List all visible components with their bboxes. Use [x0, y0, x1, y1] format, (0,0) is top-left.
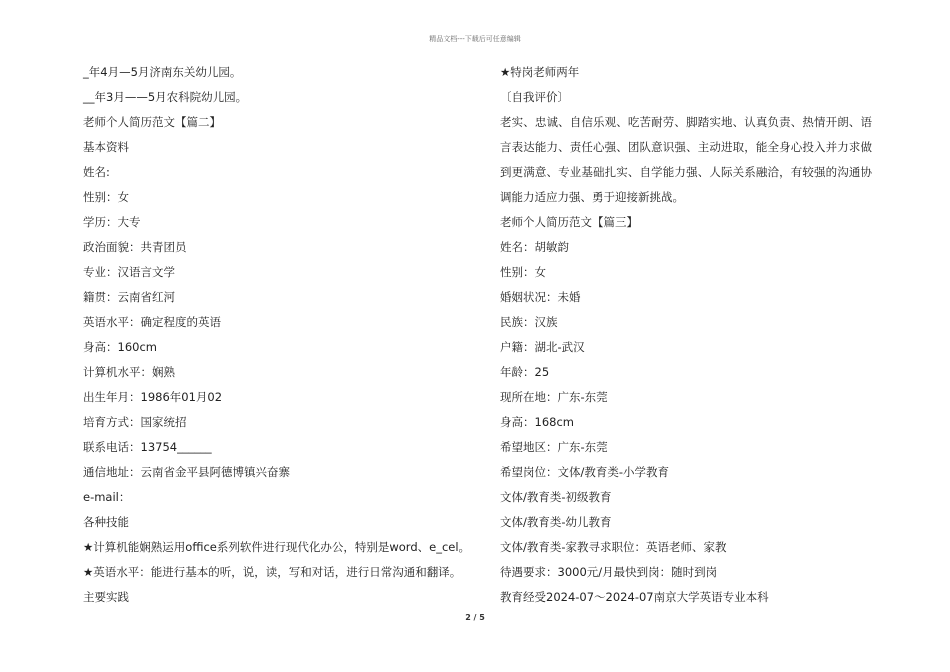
text-line: 希望岗位：文体/教育类-小学教育: [500, 465, 670, 479]
text-line: 教育经受2024-07～2024-07南京大学英语专业本科: [500, 590, 769, 604]
text-line: 性别：女: [500, 265, 546, 279]
text-line: 民族：汉族: [500, 315, 558, 329]
text-line: 培育方式：国家统招: [83, 415, 187, 429]
text-line: 专业：汉语言文学: [83, 265, 175, 279]
right-column: [500, 60, 872, 610]
text-line: 身高：168cm: [500, 415, 574, 429]
text-line: 现所在地：广东-东莞: [500, 390, 608, 404]
text-line: 文体/教育类-幼儿教育: [500, 515, 612, 529]
text-line: 希望地区：广东-东莞: [500, 440, 608, 454]
text-line: __年3月——5月农科院幼儿园。: [83, 90, 248, 104]
text-line: 身高：160cm: [83, 340, 157, 354]
text-line: 政治面貌：共青团员: [83, 240, 187, 254]
text-line: 计算机水平：娴熟: [83, 365, 175, 379]
text-line: 出生年月：1986年01月02: [83, 390, 223, 404]
page-number: 2 / 5: [465, 613, 485, 622]
text-line: 年龄：25: [500, 365, 550, 379]
section-heading: 老师个人简历范文【篇二】: [83, 115, 221, 129]
section-heading: 老师个人简历范文【篇三】: [500, 215, 638, 229]
text-line: ★英语水平：能进行基本的听，说，读，写和对话，进行日常沟通和翻译。: [83, 565, 462, 579]
text-line: 籍贯：云南省红河: [83, 290, 175, 304]
text-line: 性别：女: [83, 190, 129, 204]
text-line: 学历：大专: [83, 215, 141, 229]
text-line: ★计算机能娴熟运用office系列软件进行现代化办公，特别是word、e_cel。: [83, 540, 471, 554]
left-column: [83, 60, 471, 610]
text-line: ★特岗老师两年: [500, 65, 580, 79]
section-heading: 各种技能: [83, 515, 129, 529]
text-line: e-mail：: [83, 490, 131, 504]
text-line: 英语水平：确定程度的英语: [83, 315, 221, 329]
text-line: 待遇要求：3000元/月最快到岗：随时到岗: [500, 565, 718, 579]
page-header: 精品文档---下载后可任意编辑: [429, 35, 521, 43]
text-line: 通信地址：云南省金平县阿德博镇兴奋寨: [83, 465, 290, 479]
text-line: 文体/教育类-初级教育: [500, 490, 612, 504]
text-line: 婚姻状况：未婚: [500, 290, 581, 304]
text-line: 姓名:: [83, 165, 110, 179]
section-heading: 〔自我评价〕: [500, 90, 569, 104]
text-line: _年4月—5月济南东关幼儿园。: [83, 65, 242, 79]
self-evaluation-paragraph: 老实、忠诚、自信乐观、吃苦耐劳、脚踏实地、认真负责、热情开朗、语言表达能力、责任心强、团队意识强、主动进取，能全身心投入并力求做到更满意、专业基础扎实、自学能力强、人际关系融洽，有较强的沟通协调能力适应力强、勇于迎接新挑战。: [500, 115, 872, 204]
text-line: 联系电话：13754______: [83, 440, 212, 454]
text-line: 户籍：湖北-武汉: [500, 340, 585, 354]
text-line: 姓名：胡敏韵: [500, 240, 569, 254]
section-heading: 基本资料: [83, 140, 129, 154]
text-line: 文体/教育类-家教寻求职位：英语老师、家教: [500, 540, 727, 554]
section-heading: 主要实践: [83, 590, 129, 604]
